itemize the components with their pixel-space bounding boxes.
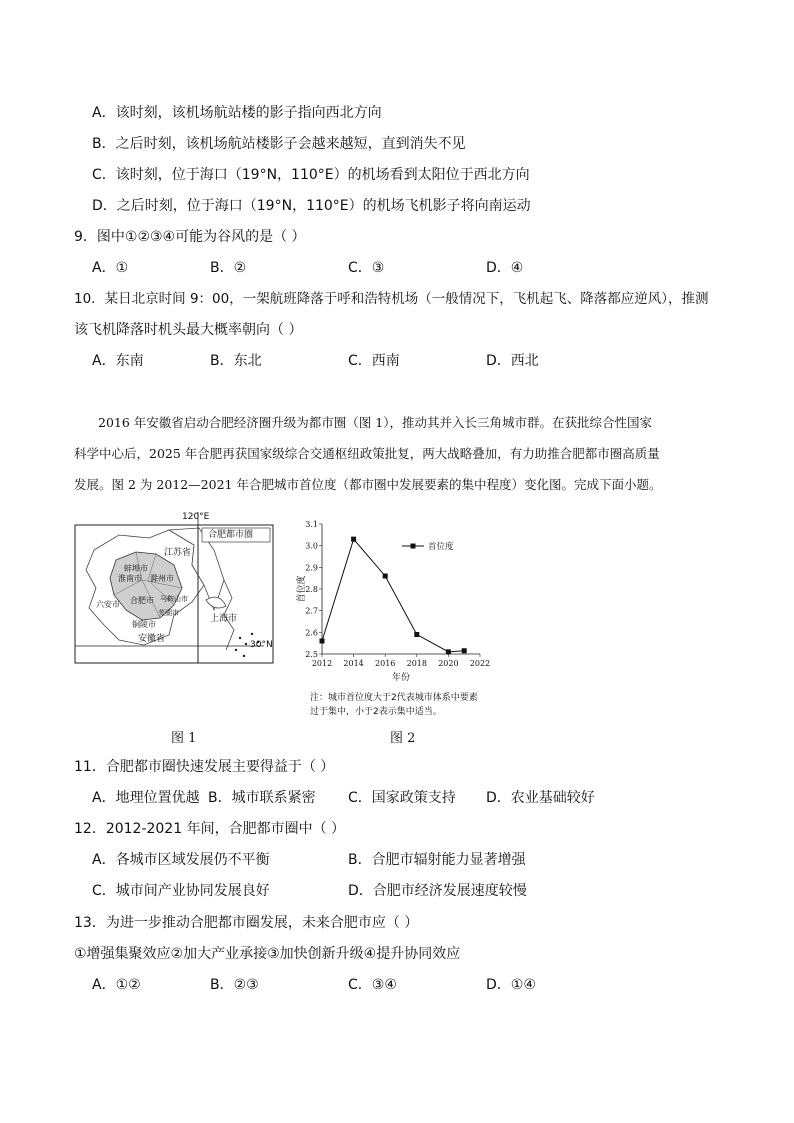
- chart-data-point: [414, 632, 419, 637]
- chart-note-line1: 注：城市首位度大于2代表城市体系中要素: [310, 693, 478, 703]
- chart-x-tick-label: 2018: [406, 659, 427, 668]
- chart-x-tick-label: 2020: [438, 659, 459, 668]
- map-longitude-label: 120°E: [182, 512, 210, 522]
- figure-2-chart: [296, 514, 496, 692]
- chart-y-tick-label: 3.1: [305, 520, 318, 529]
- map-label-maanshan: 马鞍山市: [160, 595, 188, 603]
- chart-y-tick-label: 2.8: [305, 585, 318, 594]
- q11-stem: 11．合肥都市圈快速发展主要得益于（ ）: [74, 759, 335, 775]
- q11-option-c: C．国家政策支持: [348, 790, 456, 806]
- q9-option-c: C．③: [348, 260, 385, 276]
- chart-x-axis-label: 年份: [391, 673, 411, 683]
- q10-option-c: C．西南: [348, 353, 400, 369]
- q12-option-d: D．合肥市经济发展速度较慢: [348, 883, 527, 899]
- chart-legend-marker: [411, 544, 416, 549]
- map-label-wuhu: 芜湖市: [158, 609, 179, 617]
- q13-option-a: A．①②: [92, 977, 141, 993]
- q8-option-c: C．该时刻，位于海口（19°N，110°E）的机场看到太阳位于西北方向: [92, 167, 530, 183]
- q9-option-d: D．④: [486, 260, 524, 276]
- q12-option-c: C．城市间产业协同发展良好: [92, 883, 270, 899]
- q11-option-b: B．城市联系紧密: [208, 790, 316, 806]
- chart-data-point: [383, 574, 388, 579]
- q12-stem: 12．2012-2021 年间，合肥都市圈中（ ）: [74, 821, 346, 837]
- map-label-huainan: 淮南市: [118, 574, 142, 583]
- map-latitude-label: 30°N: [250, 640, 273, 650]
- map-label-anhui: 安徽省: [138, 634, 166, 644]
- figure-1-caption: 图 1: [171, 731, 197, 746]
- q12-option-a: A．各城市区域发展仍不平衡: [92, 852, 270, 868]
- chart-svg: [296, 514, 496, 692]
- figure-2-caption: 图 2: [390, 731, 416, 746]
- q13-option-c: C．③④: [348, 977, 397, 993]
- q12-option-b: B．合肥市辐射能力显著增强: [348, 852, 526, 868]
- q10-stem-line2: 该飞机降落时机头最大概率朝向（ ）: [74, 322, 303, 338]
- chart-x-tick-label: 2022: [469, 659, 491, 668]
- chart-series-line: [322, 539, 464, 652]
- chart-data-point: [462, 648, 467, 653]
- q9-option-a: A．①: [92, 260, 129, 276]
- chart-y-tick-label: 2.5: [305, 650, 318, 659]
- map-label-shanghai: 上海市: [210, 614, 238, 624]
- q10-option-b: B．东北: [210, 353, 262, 369]
- map-label-bengbu: 蚌埠市: [124, 564, 148, 573]
- map-legend-label: 合肥都市圈: [208, 530, 254, 540]
- q11-option-a: A．地理位置优越: [92, 790, 200, 806]
- chart-x-tick-label: 2016: [375, 659, 396, 668]
- map-label-hefei: 合肥市: [130, 596, 154, 605]
- q13-items: ①增强集聚效应②加大产业承接③加快创新升级④提升协同效应: [74, 946, 461, 962]
- map-label-jiangsu: 江苏省: [164, 548, 192, 558]
- passage-line-3: 发展。图 2 为 2012—2021 年合肥城市首位度（都市圈中发展要素的集中程度）变化图。完成下面小题。: [74, 477, 662, 492]
- passage-line-1: 2016 年安徽省启动合肥经济圈升级为都市圈（图 1），推动其并入长三角城市群。在获批综合性国家: [98, 415, 652, 430]
- q9-stem: 9．图中①②③④可能为谷风的是（ ）: [74, 229, 306, 245]
- map-label-luan: 六安市: [96, 600, 120, 609]
- passage-line-2: 科学中心后，2025 年合肥再获国家级综合交通枢纽政策批复，两大战略叠加，有力助推合肥都市圈高质量: [74, 446, 660, 461]
- map-label-chuzhou: 滁州市: [150, 574, 174, 583]
- q13-option-b: B．②③: [210, 977, 259, 993]
- q10-option-d: D．西北: [486, 353, 539, 369]
- chart-y-tick-label: 2.9: [305, 563, 318, 573]
- q13-stem: 13．为进一步推动合肥都市圈发展，未来合肥市应（ ）: [74, 915, 419, 931]
- figure-1-map: [74, 510, 274, 670]
- chart-y-axis-label: 首位度: [297, 575, 307, 603]
- chart-note-line2: 过于集中，小于2表示集中适当。: [310, 707, 442, 717]
- q8-option-b: B．之后时刻，该机场航站楼影子会越来越短，直到消失不见: [92, 136, 466, 152]
- q9-option-b: B．②: [210, 260, 247, 276]
- chart-legend-label: 首位度: [428, 542, 454, 552]
- chart-y-tick-label: 2.7: [305, 606, 318, 616]
- q10-stem-line1: 10．某日北京时间 9：00，一架航班降落于呼和浩特机场（一般情况下，飞机起飞、降落都应逆风），推测: [74, 291, 709, 307]
- q8-option-a: A．该时刻，该机场航站楼的影子指向西北方向: [92, 105, 382, 121]
- chart-data-point: [351, 537, 356, 542]
- chart-x-tick-label: 2014: [343, 659, 364, 668]
- chart-data-point: [320, 639, 325, 644]
- q11-option-d: D．农业基础较好: [486, 790, 595, 806]
- chart-y-tick-label: 2.6: [305, 628, 318, 638]
- q10-option-a: A．东南: [92, 353, 144, 369]
- q13-option-d: D．①④: [486, 977, 536, 993]
- chart-data-point: [446, 649, 451, 654]
- q8-option-d: D．之后时刻，位于海口（19°N，110°E）的机场飞机影子将向南运动: [92, 198, 531, 214]
- chart-x-tick-label: 2012: [311, 659, 333, 668]
- chart-y-tick-label: 3.0: [305, 541, 318, 551]
- map-label-tongling: 铜陵市: [132, 620, 156, 629]
